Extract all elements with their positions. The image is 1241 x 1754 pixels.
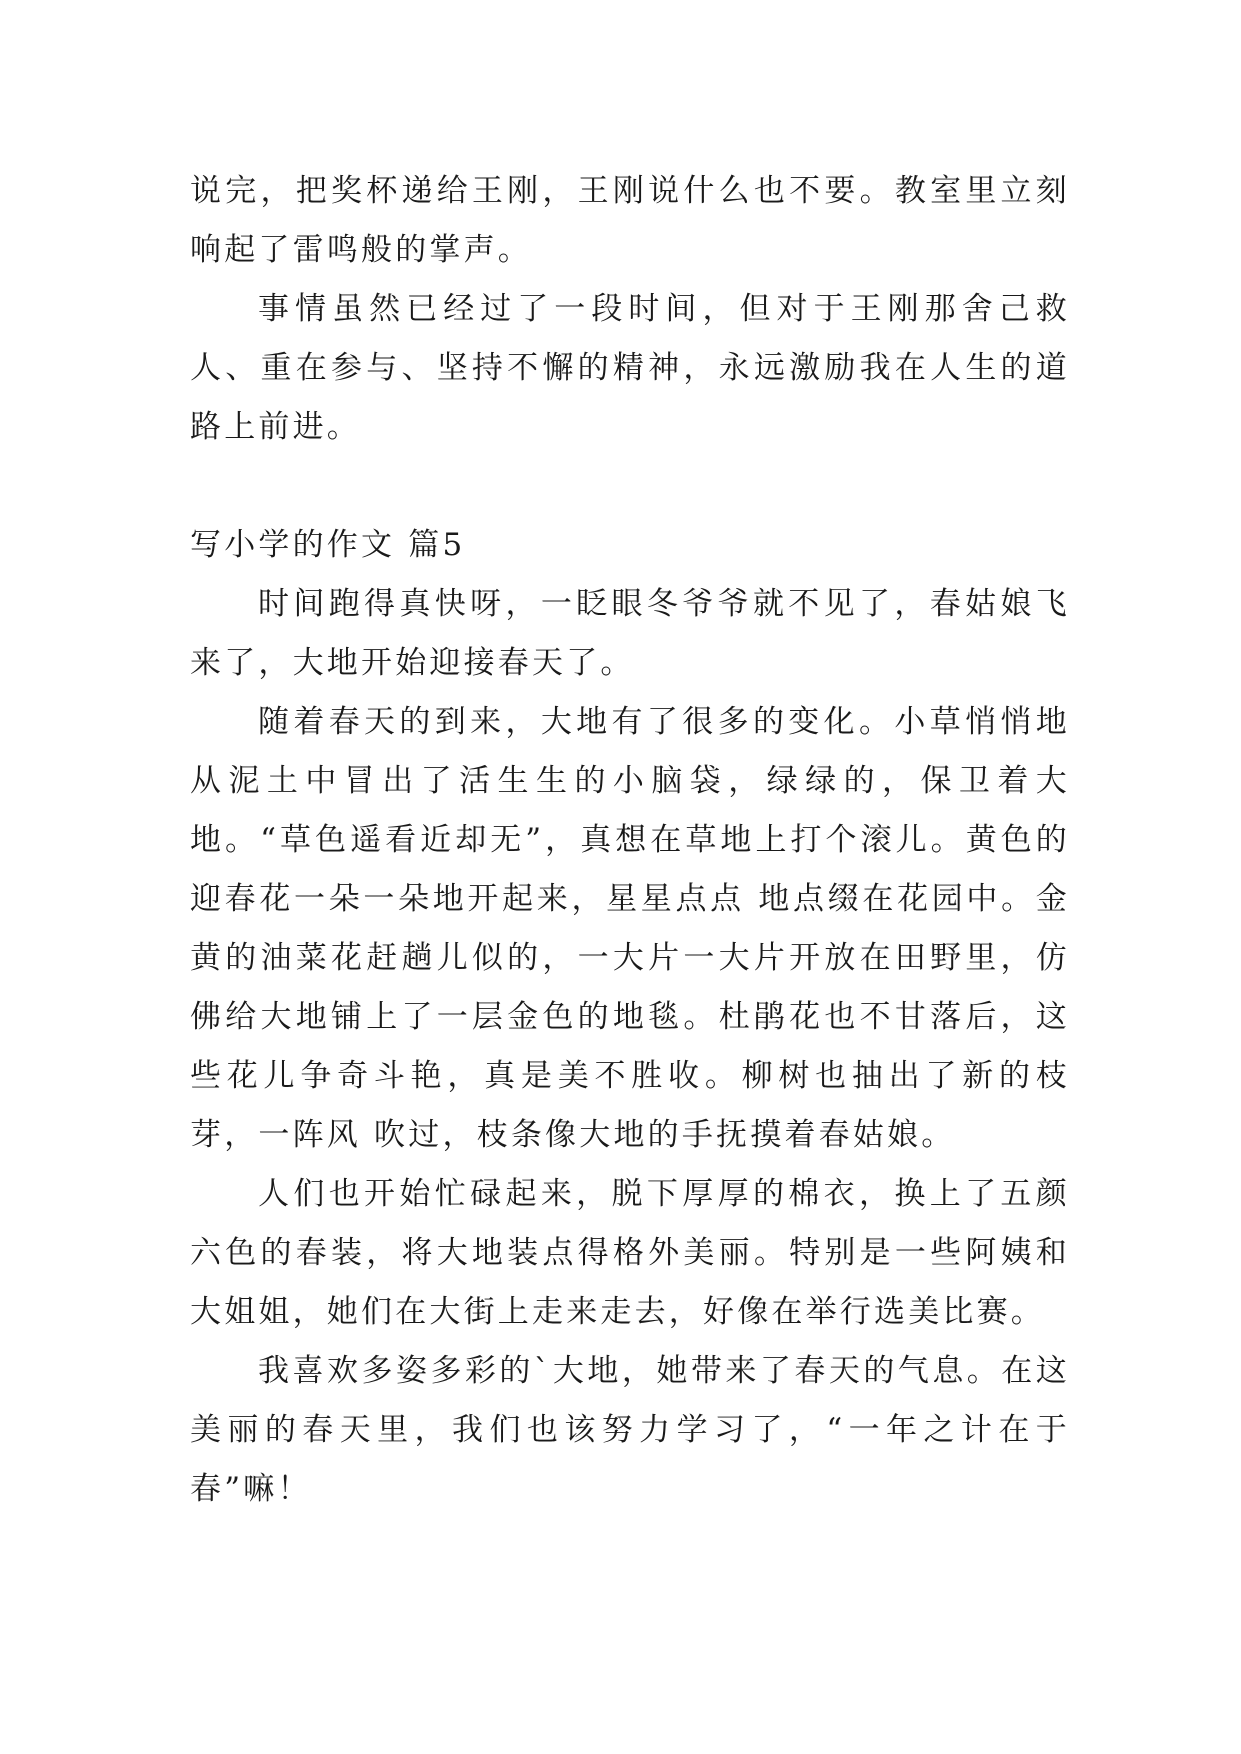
paragraph-prev-conclusion: 事情虽然已经过了一段时间，但对于王刚那舍己救人、重在参与、坚持不懈的精神，永远激励我在人生的道路上前进。 — [190, 291, 1070, 445]
section-title: 写小学的作文 篇5 — [190, 527, 466, 563]
paragraph: 时间跑得真快呀，一眨眼冬爷爷就不见了，春姑娘飞来了，大地开始迎接春天了。 — [190, 586, 1070, 681]
paragraph: 随着春天的到来，大地有了很多的变化。小草悄悄地从泥土中冒出了活生生的小脑袋，绿绿的，保卫着大地。“草色遥看近却无”，真想在草地上打个滚儿。黄色的迎春花一朵一朵地开起来，星星点点 地点缀在花园中。金黄的油菜花赶趟儿似的，一大片一大片开放在田野里，仿佛给大地铺上了一层金色的地毯。杜鹃花也不甘落后，这些花儿争奇斗艳，真是美不胜收。柳树也抽出了新的枝芽，一阵风 吹过，枝条像大地的手抚摸着春姑娘。 — [190, 704, 1070, 1153]
paragraph: 人们也开始忙碌起来，脱下厚厚的棉衣，换上了五颜六色的春装，将大地装点得格外美丽。特别是一些阿姨和大姐姐，她们在大街上走来走去，好像在举行选美比赛。 — [190, 1176, 1070, 1330]
document-body — [190, 162, 1070, 1519]
paragraph-prev-ending: 说完，把奖杯递给王刚，王刚说什么也不要。教室里立刻响起了雷鸣般的掌声。 — [190, 173, 1070, 268]
paragraph: 我喜欢多姿多彩的`大地，她带来了春天的气息。在这美丽的春天里，我们也该努力学习了，“一年之计在于春”嘛！ — [190, 1353, 1070, 1507]
